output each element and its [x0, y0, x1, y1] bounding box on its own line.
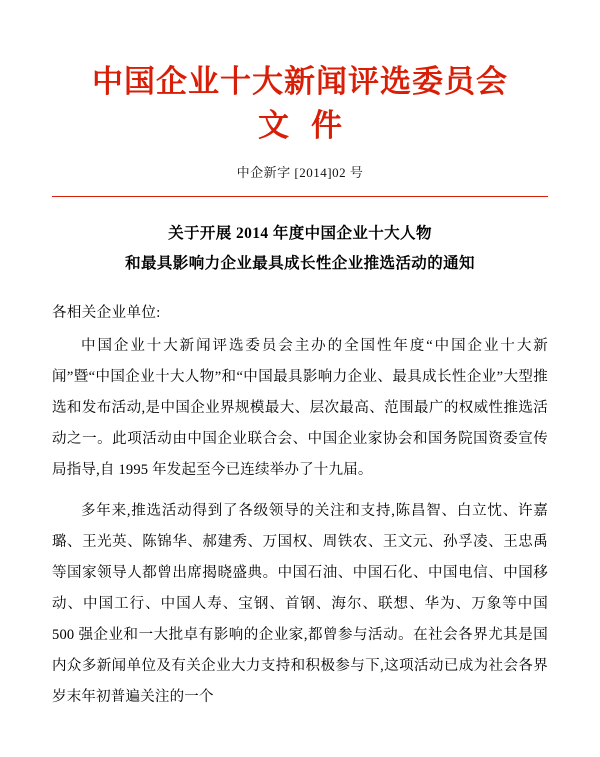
- document-title-line1: 关于开展 2014 年度中国企业十大人物: [168, 225, 432, 242]
- red-divider-rule: [52, 196, 548, 197]
- body-paragraph-1: 中国企业十大新闻评选委员会主办的全国性年度“中国企业十大新闻”暨“中国企业十大人物”和“中国最具影响力企业、最具成长性企业”大型推选和发布活动,是中国企业界规模最大、层次最高、范围最广的权威性推选活动之一。此项活动由中国企业联合会、中国企业家协会和国务院国资委宣传局指导,自 1995 年发起至今已连续举办了十九届。: [52, 338, 548, 478]
- masthead-title-line2: 文件: [258, 108, 364, 144]
- salutation: 各相关企业单位:: [52, 305, 161, 321]
- document-title: [52, 219, 548, 279]
- document-title-line2: 和最具影响力企业最具成长性企业推选活动的通知: [125, 255, 475, 272]
- body-paragraph-2: 多年来,推选活动得到了各级领导的关注和支持,陈昌智、白立忱、许嘉璐、王光英、陈锦华、郝建秀、万国权、周铁农、王文元、孙孚凌、王忠禹等国家领导人都曾出席揭晓盛典。中国石油、中国石化、中国电信、中国移动、中国工行、中国人寿、宝钢、首钢、海尔、联想、华为、万象等中国 500 强企业和一大批卓有影响的企业家,都曾参与活动。在社会各界尤其是国内众多新闻单位及有关企业大力支持和积极参与下,这项活动已成为社会各界岁末年初普遍关注的一个: [52, 503, 548, 705]
- masthead-title-line1: 中国企业十大新闻评选委员会: [92, 64, 508, 100]
- document-number: 中企新字 [2014]02 号: [236, 165, 364, 180]
- document-masthead: [52, 0, 548, 148]
